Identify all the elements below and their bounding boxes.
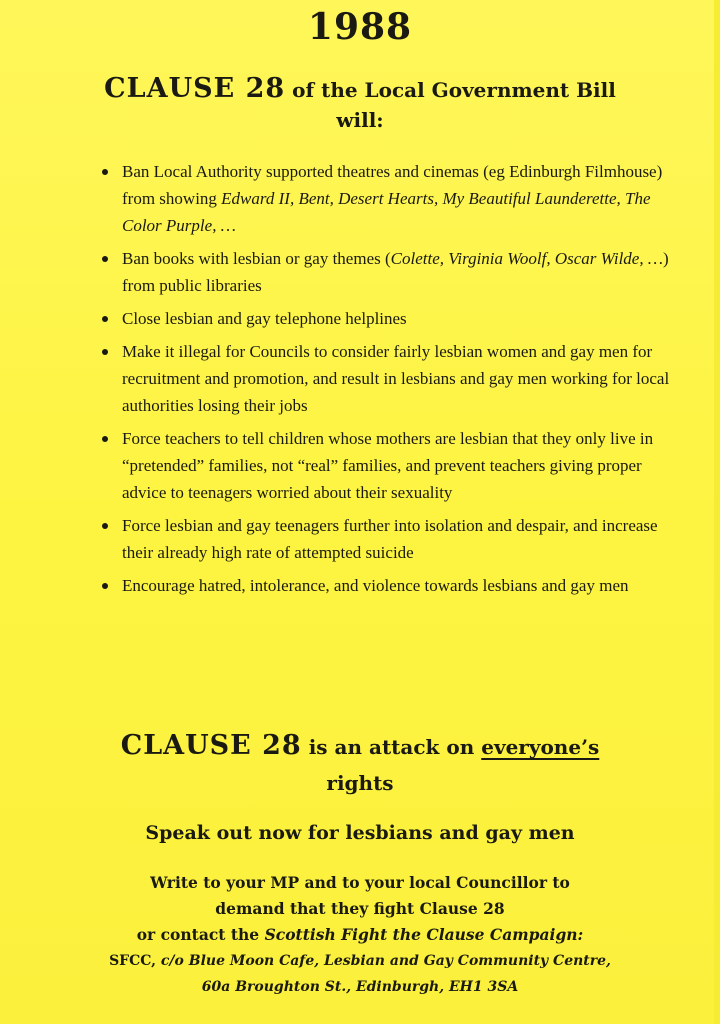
contact-line-1: Write to your MP and to your local Councillor to [150,873,570,892]
contact-block [40,870,680,1000]
list-item [100,158,670,239]
paper-edge [714,0,720,1024]
contact-address-1: c/o Blue Moon Cafe, Lesbian and Gay Community Centre, [160,953,611,969]
headline-will: will: [336,108,384,132]
campaign-name: Scottish Fight the Clause Campaign: [264,925,584,944]
attack-underlined: everyone’s [481,735,600,759]
headline [40,74,680,135]
list-item [100,305,670,332]
list-item [100,245,670,299]
attack-statement [60,728,660,801]
headline-clause: CLAUSE 28 [104,73,286,104]
list-item [100,572,670,599]
bullet-text-end: ) from public libraries [122,249,669,295]
bullet-icon [102,583,108,589]
year-heading: 1988 [307,6,413,48]
bullet-text: Ban books with lesbian or gay themes ( [122,249,391,268]
bullet-text: Close lesbian and gay telephone helplines [122,309,407,328]
attack-text: is an attack on [308,735,475,759]
list-item [100,338,670,419]
bullet-icon [102,169,108,175]
bullet-text: Force lesbian and gay teenagers further into isolation and despair, and increase their already high rate of attempted suicide [122,516,658,562]
list-item [100,512,670,566]
bullet-text: Make it illegal for Councils to consider fairly lesbian women and gay men for recruitment and promotion, and result in lesbians and gay men working for local authorities losing their jobs [122,342,670,415]
list-item [100,425,670,506]
bullet-text: Ban Local Authority supported theatres and cinemas (eg Edinburgh Filmhouse) from showing [122,162,663,208]
bullet-italic: Colette, Virginia Woolf, Oscar Wilde, … [390,249,663,268]
bullet-list [100,158,670,605]
contact-sfcc: SFCC, [109,953,157,969]
bullet-text: Encourage hatred, intolerance, and violence towards lesbians and gay men [122,576,629,595]
bullet-italic: Edward II, Bent, Desert Hearts, My Beautiful Launderette, The Color Purple, … [122,189,651,235]
contact-line-3: or contact the [136,925,260,944]
bullet-text: Force teachers to tell children whose mothers are lesbian that they only live in “pretended” families, not “real” families, and prevent teachers giving proper advice to teenagers worried about their sexuality [122,429,654,502]
bullet-icon [102,523,108,529]
contact-line-2: demand that they fight Clause 28 [215,899,505,918]
bullet-icon [102,349,108,355]
bullet-icon [102,256,108,262]
attack-rights: rights [326,771,394,795]
bullet-icon [102,316,108,322]
attack-clause: CLAUSE 28 [120,730,302,761]
contact-address-2: 60a Broughton St., Edinburgh, EH1 3SA [201,979,519,995]
headline-text: of the Local Government Bill [292,78,616,102]
bullet-icon [102,436,108,442]
speak-out-heading: Speak out now for lesbians and gay men [145,822,575,844]
